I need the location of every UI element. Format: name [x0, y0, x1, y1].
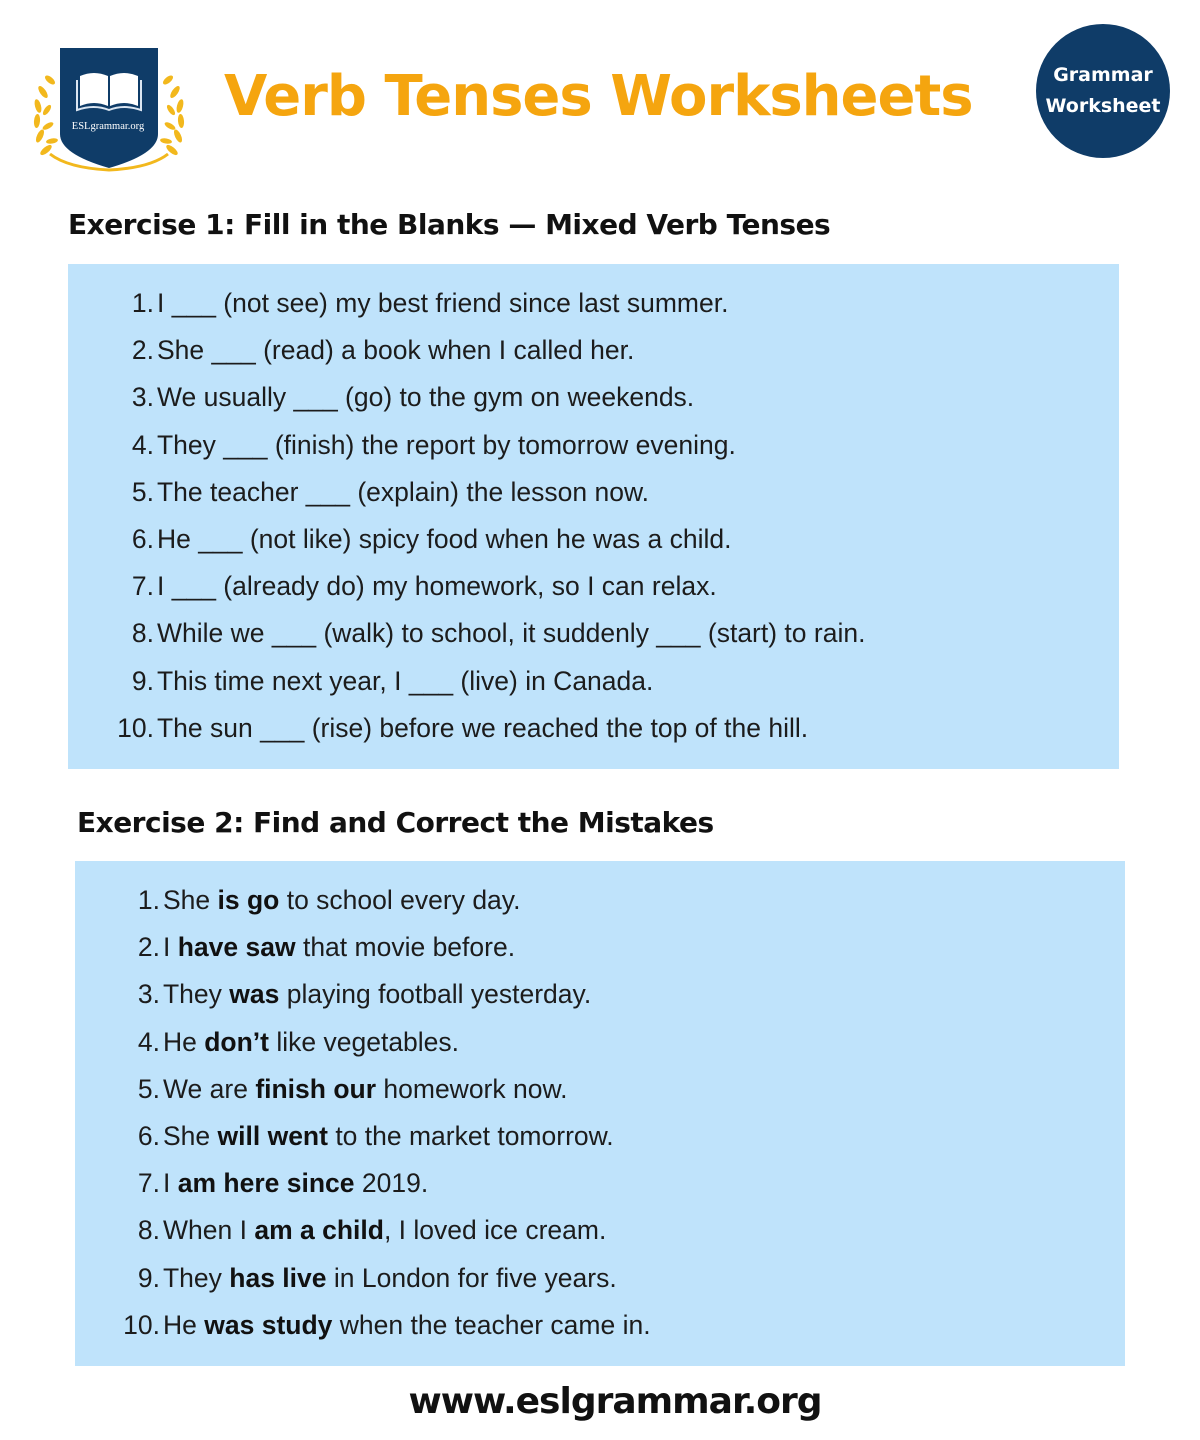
item-text-after: like vegetables. — [269, 1026, 460, 1057]
item-text-before: I — [163, 932, 178, 963]
page-title: Verb Tenses Worksheets — [224, 64, 973, 129]
exercise-2-item — [75, 1066, 1125, 1113]
exercise-2-item — [75, 1160, 1125, 1207]
exercise-1-item — [68, 280, 1119, 327]
item-text-after: 2019. — [354, 1168, 429, 1199]
exercise-2-item — [75, 877, 1125, 924]
item-number: 8. — [131, 618, 154, 649]
exercise-2-item — [75, 1255, 1125, 1302]
mistake-text: has live — [229, 1262, 327, 1293]
mistake-text: don’t — [204, 1026, 269, 1057]
item-text: He ___ (not like) spicy food when he was a child. — [157, 523, 732, 554]
item-text: The sun ___ (rise) before we reached the top of the hill. — [157, 712, 809, 743]
item-text-after: that movie before. — [295, 932, 516, 963]
item-number: 9. — [137, 1262, 160, 1293]
grammar-worksheet-badge — [1036, 24, 1170, 158]
exercise-2-item — [75, 971, 1125, 1018]
exercise-1-item — [68, 516, 1119, 563]
item-number: 10. — [117, 712, 154, 743]
item-number: 2. — [131, 335, 154, 366]
item-text: This time next year, I ___ (live) in Canada. — [157, 665, 654, 696]
mistake-text: have saw — [177, 932, 296, 963]
item-text-after: playing football yesterday. — [279, 979, 592, 1010]
exercise-2-item — [75, 924, 1125, 971]
item-text: She ___ (read) a book when I called her. — [157, 335, 635, 366]
item-text: They ___ (finish) the report by tomorrow evening. — [157, 429, 736, 460]
exercise-2-list — [75, 877, 1125, 1349]
item-number: 5. — [131, 476, 154, 507]
item-text-after: to school every day. — [279, 885, 521, 915]
exercise-1-item — [68, 658, 1119, 705]
book-shield-laurel-icon — [28, 42, 190, 172]
item-text: I ___ (not see) my best friend since last summer. — [157, 288, 729, 318]
item-text-before: I — [163, 1168, 178, 1199]
item-number: 4. — [137, 1026, 160, 1057]
item-text-before: We are — [163, 1073, 256, 1104]
exercise-1-item — [68, 705, 1119, 752]
item-text-after: in London for five years. — [326, 1262, 617, 1293]
item-text-before: She — [163, 1120, 218, 1151]
item-number: 3. — [137, 979, 160, 1010]
item-number: 7. — [131, 571, 154, 602]
badge-line-1: Grammar — [1053, 64, 1153, 86]
item-number: 10. — [123, 1309, 160, 1340]
exercise-1-item — [68, 610, 1119, 657]
item-text-before: He — [163, 1026, 205, 1057]
item-number: 1. — [131, 288, 154, 318]
item-number: 5. — [137, 1073, 160, 1104]
item-text: We usually ___ (go) to the gym on weekends. — [157, 382, 695, 413]
mistake-text: will went — [217, 1120, 328, 1151]
mistake-text: was — [229, 979, 280, 1010]
exercise-1-item — [68, 422, 1119, 469]
item-text-before: They — [163, 1262, 230, 1293]
exercise-1-item — [68, 327, 1119, 374]
item-text: The teacher ___ (explain) the lesson now. — [157, 476, 650, 507]
exercise-1-box — [68, 264, 1119, 769]
exercise-1-item — [68, 374, 1119, 421]
item-number: 2. — [137, 932, 160, 963]
item-text-before: When I — [163, 1215, 255, 1246]
mistake-text: is go — [217, 885, 280, 915]
exercise-2-item — [75, 1302, 1125, 1349]
mistake-text: finish our — [255, 1073, 377, 1104]
item-text: I ___ (already do) my homework, so I can relax. — [157, 571, 717, 602]
exercise-2-item — [75, 1019, 1125, 1066]
exercise-1-list — [68, 280, 1119, 752]
exercise-1-item — [68, 469, 1119, 516]
badge-line-2: Worksheet — [1045, 95, 1161, 117]
item-text-before: They — [163, 979, 230, 1010]
exercise-2-item — [75, 1207, 1125, 1254]
logo-text: ESLgrammar.org — [71, 121, 145, 132]
item-number: 7. — [137, 1168, 160, 1199]
item-number: 6. — [131, 523, 154, 554]
item-number: 8. — [137, 1215, 160, 1246]
item-text-before: He — [163, 1309, 205, 1340]
footer-url[interactable]: www.eslgrammar.org — [408, 1381, 822, 1422]
mistake-text: am here since — [177, 1168, 355, 1199]
item-number: 3. — [131, 382, 154, 413]
item-number: 4. — [131, 429, 154, 460]
item-text: While we ___ (walk) to school, it suddenly ___ (start) to rain. — [157, 618, 866, 649]
exercise-2-heading: Exercise 2: Find and Correct the Mistakes — [77, 806, 714, 839]
item-text-after: when the teacher came in. — [332, 1309, 651, 1340]
exercise-2-box — [75, 861, 1125, 1366]
item-text-after: homework now. — [376, 1073, 568, 1104]
item-number: 1. — [137, 885, 160, 915]
item-text-after: to the market tomorrow. — [327, 1120, 614, 1151]
mistake-text: am a child — [254, 1215, 384, 1246]
item-number: 6. — [137, 1120, 160, 1151]
exercise-2-item — [75, 1113, 1125, 1160]
exercise-1-heading: Exercise 1: Fill in the Blanks — Mixed Verb Tenses — [68, 208, 831, 241]
mistake-text: was study — [204, 1309, 333, 1340]
item-number: 9. — [131, 665, 154, 696]
item-text-after: , I loved ice cream. — [383, 1215, 607, 1246]
item-text-before: She — [163, 885, 218, 915]
site-logo — [28, 42, 190, 172]
exercise-1-item — [68, 563, 1119, 610]
